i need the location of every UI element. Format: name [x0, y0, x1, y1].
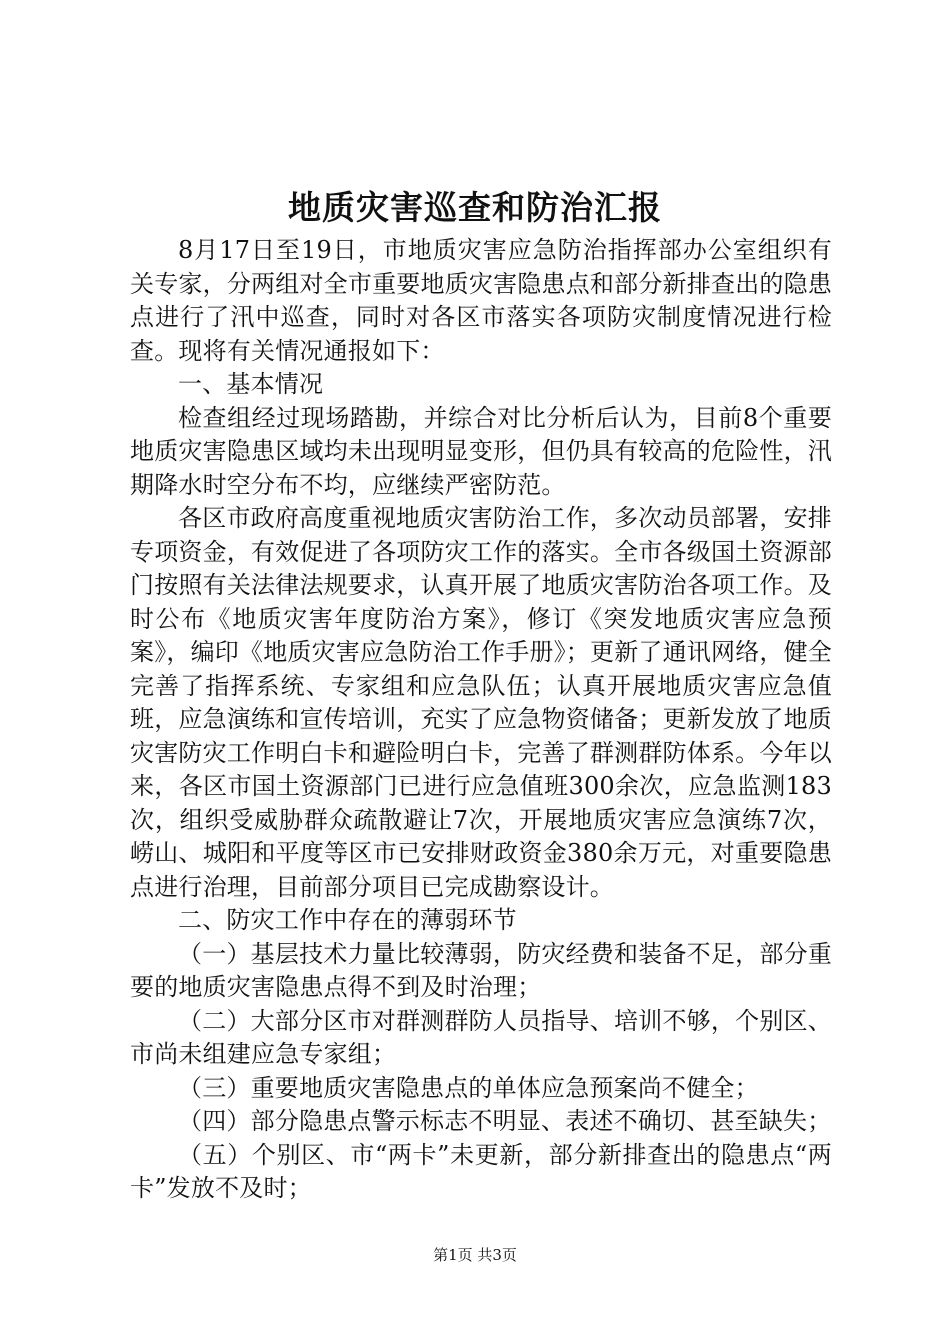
list-item-weakness-2: （二）大部分区市对群测群防人员指导、培训不够，个别区、市尚未组建应急专家组； [130, 1006, 832, 1068]
paragraph-inspection: 检查组经过现场踏勘，并综合对比分析后认为，目前8个重要地质灾害隐患区域均未出现明显变形，但仍具有较高的危险性，汛期降水时空分布不均，应继续严密防范。 [130, 403, 832, 499]
section-heading-basic: 一、基本情况 [178, 370, 324, 398]
list-item-weakness-5: （五）个别区、市“两卡”未更新，部分新排查出的隐患点“两卡”发放不及时； [130, 1140, 832, 1202]
list-item-weakness-3: （三）重要地质灾害隐患点的单体应急预案尚不健全； [178, 1073, 759, 1102]
list-item-weakness-4: （四）部分隐患点警示标志不明显、表述不确切、甚至缺失； [178, 1107, 832, 1135]
section-heading-weaknesses: 二、防灾工作中存在的薄弱环节 [178, 906, 517, 934]
paragraph-measures: 各区市政府高度重视地质灾害防治工作，多次动员部署，安排专项资金，有效促进了各项防灾工作的落实。全市各级国土资源部门按照有关法律法规要求，认真开展了地质灾害防治各项工作。及时公布《地质灾害年度防治方案》，修订《突发地质灾害应急预案》，编印《地质灾害应急防治工作手册》；更新了通讯网络，健全完善了指挥系统、专家组和应急队伍；认真开展地质灾害应急值班，应急演练和宣传培训，充实了应急物资储备；更新发放了地质灾害防灾工作明白卡和避险明白卡，完善了群测群防体系。今年以来，各区市国土资源部门已进行应急值班300余次，应急监测183次，组织受威胁群众疏散避让7次，开展地质灾害应急演练7次，崂山、城阳和平度等区市已安排财政资金380余万元，对重要隐患点进行治理，目前部分项目已完成勘察设计。 [130, 504, 832, 901]
document-title: 地质灾害巡查和防治汇报 [288, 188, 662, 227]
list-item-weakness-1: （一）基层技术力量比较薄弱，防灾经费和装备不足，部分重要的地质灾害隐患点得不到及时治理； [130, 939, 832, 1001]
document-body [130, 234, 832, 1206]
paragraph-intro: 8月17日至19日，市地质灾害应急防治指挥部办公室组织有关专家，分两组对全市重要地质灾害隐患点和部分新排查出的隐患点进行了汛中巡查，同时对各区市落实各项防灾制度情况进行检查。现将有关情况通报如下： [130, 236, 832, 365]
page-number-footer: 第1页 共3页 [433, 1246, 517, 1264]
